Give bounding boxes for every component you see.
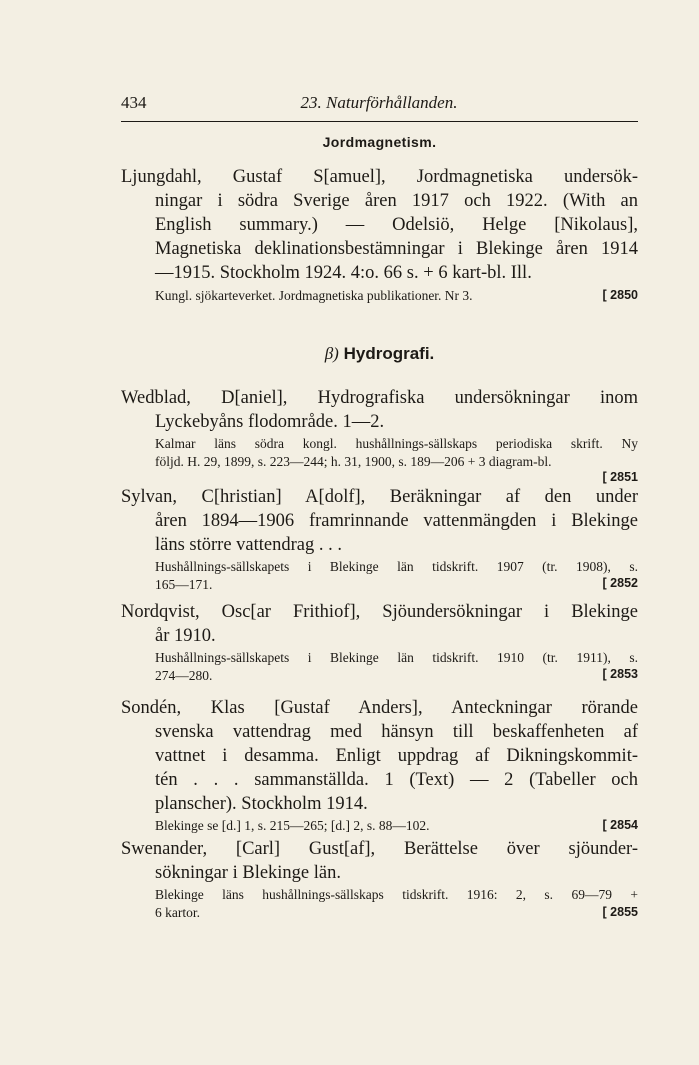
entry-note: 6 kartor. bbox=[155, 905, 200, 920]
entry-line: Magnetiska deklinationsbestämningar i Blekinge åren 1914 bbox=[155, 239, 638, 259]
entry-line: —1915. Stockholm 1924. 4:o. 66 s. + 6 kart-bl. Ill. bbox=[155, 263, 532, 283]
entry-line: English summary.) — Odelsiö, Helge [Nikolaus], bbox=[155, 215, 638, 235]
entry-number: [ 2855 bbox=[602, 905, 638, 919]
entry-note: Blekinge läns hushållnings-sällskaps tidskrift. 1916: 2, s. 69—79 + bbox=[155, 887, 638, 902]
entry-line: tén . . . sammanställda. 1 (Text) — 2 (Tabeller och bbox=[155, 770, 638, 790]
entry-note: Blekinge se [d.] 1, s. 215—265; [d.] 2, s. 88—102. bbox=[155, 818, 430, 833]
entry-line: Lyckebyåns flodområde. 1—2. bbox=[155, 412, 385, 432]
entry-note: Kalmar läns södra kongl. hushållnings-sällskaps periodiska skrift. Ny bbox=[155, 436, 638, 451]
entry-line: läns större vattendrag . . . bbox=[155, 535, 342, 555]
entry-note: Kungl. sjökarteverket. Jordmagnetiska publikationer. Nr 3. bbox=[155, 288, 473, 303]
section-title-jordmagnetism: Jordmagnetism. bbox=[322, 134, 437, 150]
entry-line: sökningar i Blekinge län. bbox=[155, 863, 341, 883]
section-title-text: Hydrografi. bbox=[343, 344, 435, 363]
entry-line: Swenander, [Carl] Gust[af], Berättelse över sjöunder- bbox=[121, 839, 638, 859]
page-header bbox=[121, 93, 637, 119]
entry-number: [ 2851 bbox=[602, 470, 638, 484]
entry-line: Sylvan, C[hristian] A[dolf], Beräkningar af den under bbox=[121, 487, 638, 507]
entry-line: svenska vattendrag med hänsyn till beskaffenheten af bbox=[155, 722, 638, 742]
entry-note: 165—171. bbox=[155, 577, 213, 592]
entry-line: Ljungdahl, Gustaf S[amuel], Jordmagnetiska undersök- bbox=[121, 167, 638, 187]
entry-line: år 1910. bbox=[155, 626, 216, 646]
header-rule bbox=[121, 121, 638, 122]
entry-line: vattnet i desamma. Enligt uppdrag af Dikningskommit- bbox=[155, 746, 638, 766]
entry-note: Hushållnings-sällskapets i Blekinge län tidskrift. 1910 (tr. 1911), s. bbox=[155, 650, 638, 665]
entry-line: åren 1894—1906 framrinnande vattenmängden i Blekinge bbox=[155, 511, 638, 531]
running-title: 23. Naturförhållanden. bbox=[300, 93, 458, 112]
entry-number: [ 2852 bbox=[602, 576, 638, 590]
entry-note: 274—280. bbox=[155, 668, 213, 683]
entry-line: Sondén, Klas [Gustaf Anders], Anteckningar rörande bbox=[121, 698, 638, 718]
entry-note: följd. H. 29, 1899, s. 223—244; h. 31, 1900, s. 189—206 + 3 diagram-bl. bbox=[155, 454, 552, 469]
entry-line: ningar i södra Sverige åren 1917 och 1922. (With an bbox=[155, 191, 638, 211]
entry-line: Wedblad, D[aniel], Hydrografiska undersökningar inom bbox=[121, 388, 638, 408]
entry-line: Nordqvist, Osc[ar Frithiof], Sjöundersökningar i Blekinge bbox=[121, 602, 638, 622]
entry-number: [ 2853 bbox=[602, 667, 638, 681]
section-title-hydrografi bbox=[121, 344, 638, 364]
entry-note: Hushållnings-sällskapets i Blekinge län tidskrift. 1907 (tr. 1908), s. bbox=[155, 559, 638, 574]
entry-line: planscher). Stockholm 1914. bbox=[155, 794, 368, 814]
entry-number: [ 2850 bbox=[602, 288, 638, 302]
entry-number: [ 2854 bbox=[602, 818, 638, 832]
page-number: 434 bbox=[121, 93, 147, 112]
section-prefix: β) bbox=[324, 344, 339, 363]
